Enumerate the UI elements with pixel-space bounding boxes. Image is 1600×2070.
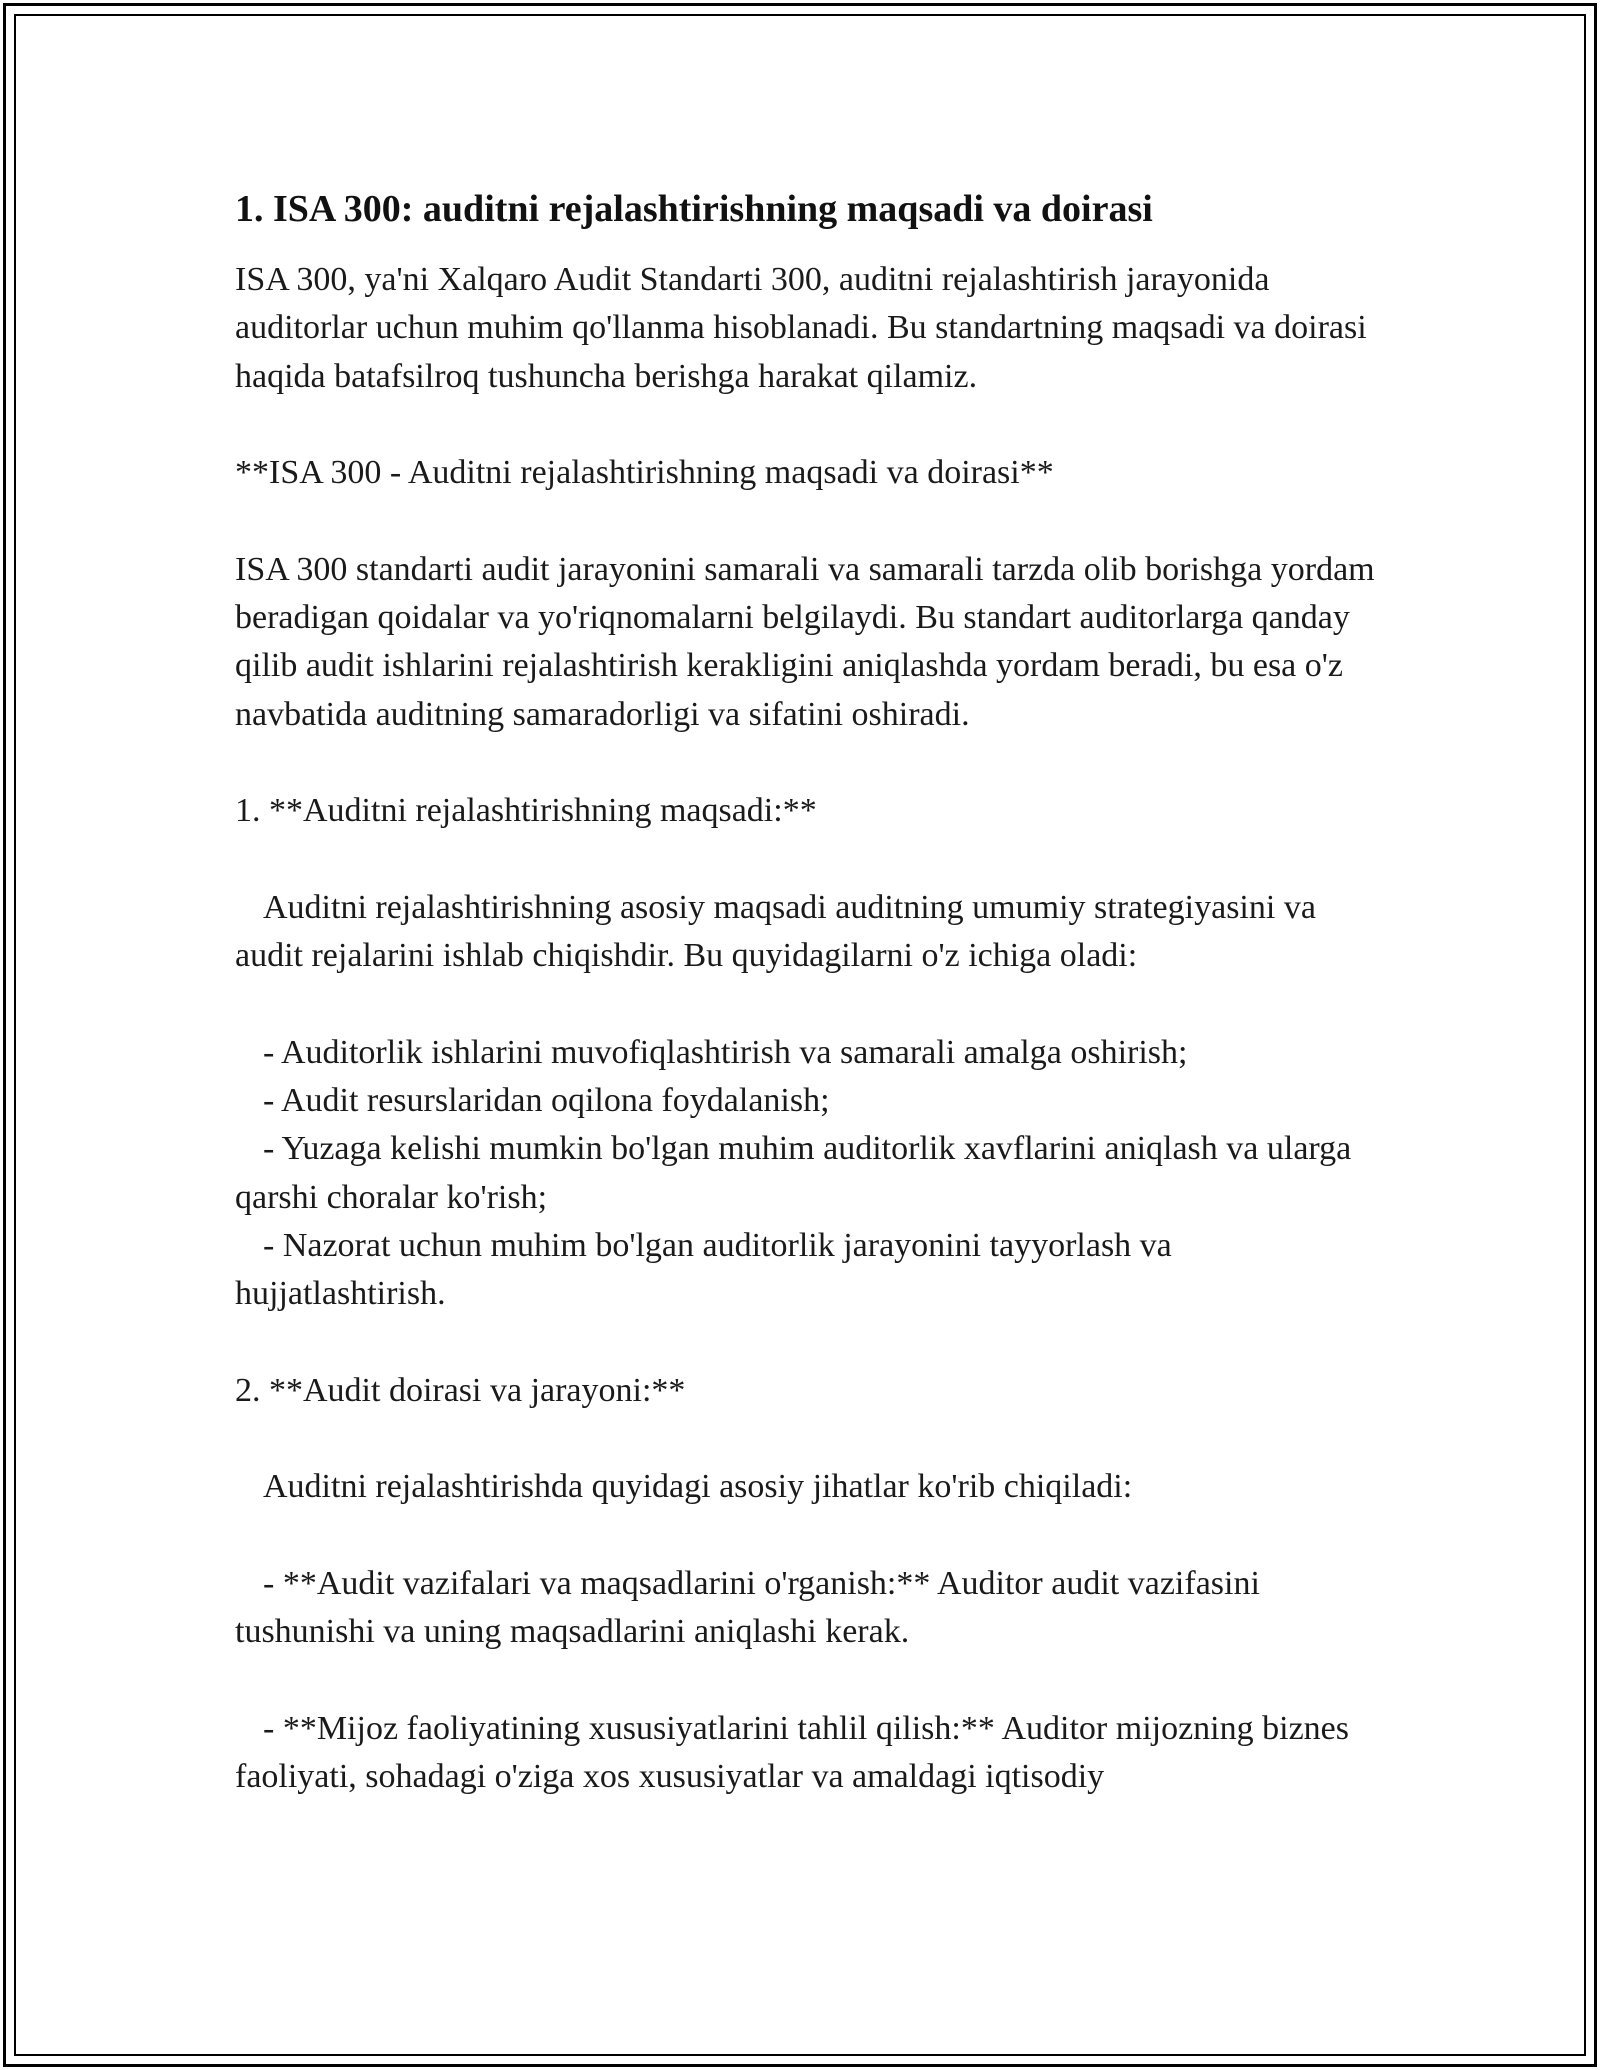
paragraph-gap	[235, 1657, 1375, 1705]
list-item: - Audit resurslaridan oqilona foydalanish;	[263, 1082, 830, 1120]
paragraph-gap	[235, 739, 1375, 787]
document-title: 1. ISA 300: auditni rejalashtirishning maqsadi va doirasi	[235, 188, 1153, 230]
list-item: - Yuzaga kelishi mumkin bo'lgan muhim auditorlik xavflarini aniqlash va ularga qarshi choralar ko'rish;	[235, 1130, 1360, 1216]
paragraph-gap	[235, 1319, 1375, 1367]
section2-heading: 2. **Audit doirasi va jarayoni:**	[235, 1371, 686, 1409]
document-body	[235, 185, 1384, 1802]
section2-item: - **Audit vazifalari va maqsadlarini o'rganish:** Auditor audit vazifasini tushunishi va uning maqsadlarini aniqlashi kerak.	[235, 1565, 1269, 1651]
section2-item-wrapper	[235, 1560, 1375, 1657]
list-item: - Auditorlik ishlarini muvofiqlashtirish va samarali amalga oshirish;	[263, 1033, 1188, 1071]
overview-paragraph: ISA 300 standarti audit jarayonini samarali va samarali tarzda olib borishga yordam beradigan qoidalar va yo'riqnomalarni belgilaydi. Bu standart auditorlarga qanday qilib audit ishlarini rejalashtirish kerakligini aniqlashda yordam beradi, bu esa o'z navbatida auditning samaradorligi va sifatini oshiradi.	[235, 550, 1384, 733]
intro-paragraph: ISA 300, ya'ni Xalqaro Audit Standarti 300, auditni rejalashtirish jarayonida auditorlar uchun muhim qo'llanma hisoblanadi. Bu standartning maqsadi va doirasi haqida batafsilroq tushuncha berishga harakat qilamiz.	[235, 261, 1376, 395]
paragraph-gap	[235, 836, 1375, 884]
paragraph-gap	[235, 497, 1375, 545]
list-item-wrapper	[235, 1029, 1375, 1077]
section2-item: - **Mijoz faoliyatining xususiyatlarini tahlil qilish:** Auditor mijozning biznes faoliyati, sohadagi o'ziga xos xususiyatlar va amaldagi iqtisodiy	[235, 1709, 1358, 1796]
paragraph-gap	[235, 1512, 1375, 1560]
section2-text-wrapper	[235, 1463, 1375, 1511]
paragraph-gap	[235, 980, 1375, 1028]
list-item: - Nazorat uchun muhim bo'lgan auditorlik jarayonini tayyorlash va hujjatlashtirish.	[235, 1226, 1181, 1313]
section1-heading: 1. **Auditni rejalashtirishning maqsadi:**	[235, 792, 817, 830]
section2-item-wrapper	[235, 1705, 1375, 1802]
section1-text-wrapper	[235, 884, 1375, 981]
section1-text: Auditni rejalashtirishning asosiy maqsadi auditning umumiy strategiyasini va audit rejalarini ishlab chiqishdir. Bu quyidagilarni o'z ichiga oladi:	[235, 888, 1325, 975]
list-item-wrapper	[235, 1125, 1375, 1222]
paragraph-gap	[235, 401, 1375, 449]
list-item-wrapper	[235, 1077, 1375, 1125]
list-item-wrapper	[235, 1222, 1375, 1319]
subheading: **ISA 300 - Auditni rejalashtirishning maqsadi va doirasi**	[235, 454, 1054, 492]
section2-text: Auditni rejalashtirishda quyidagi asosiy jihatlar ko'rib chiqiladi:	[263, 1468, 1133, 1506]
paragraph-gap	[235, 1415, 1375, 1463]
